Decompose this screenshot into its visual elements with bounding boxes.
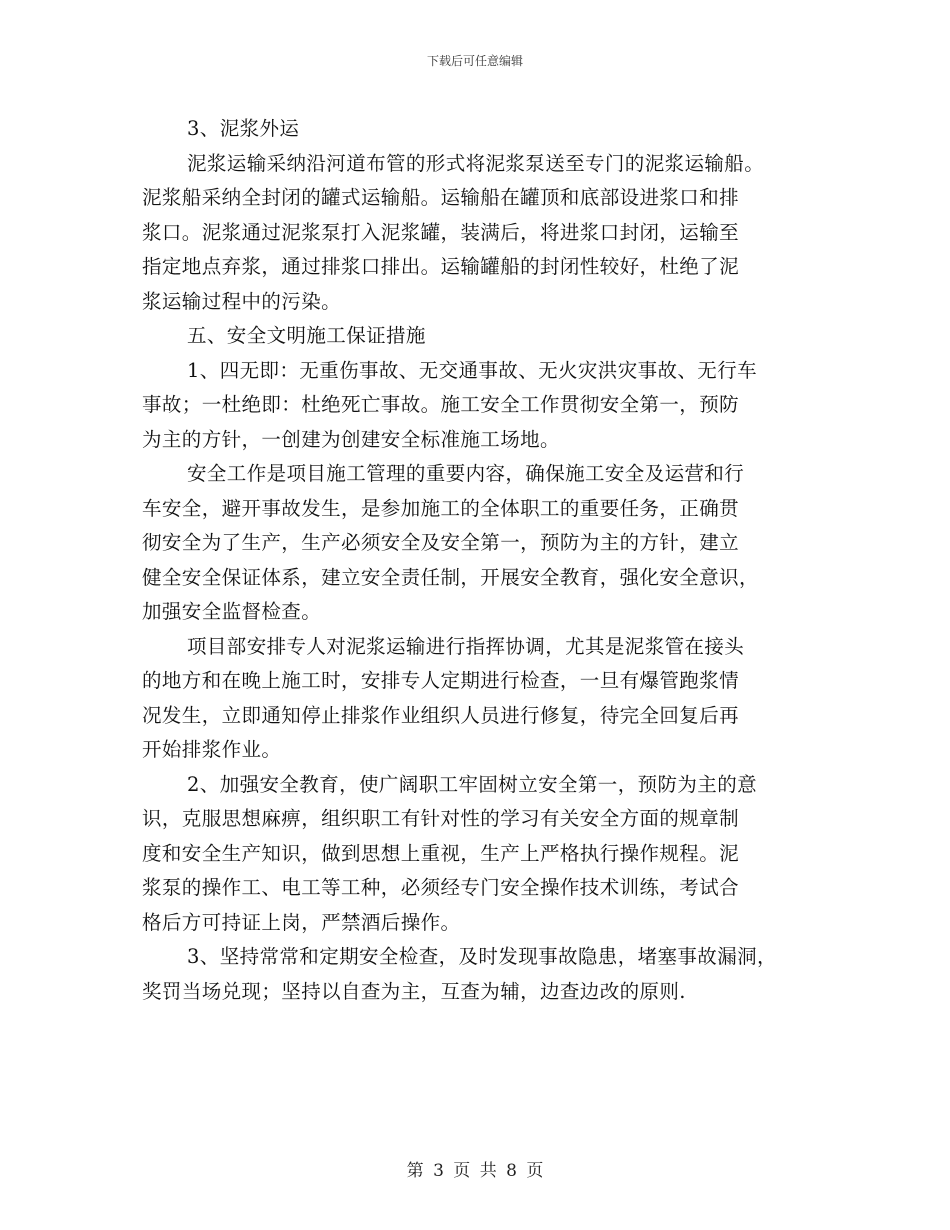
text-line: 1、四无即：无重伤事故、无交通事故、无火灾洪灾事故、无行车 [187,358,758,382]
text-line: 彻安全为了生产，生产必须安全及安全第一，预防为主的方针，建立 [142,531,740,554]
text-line: 的地方和在晚上施工时，安排专人定期进行检查，一旦有爆管跑浆情 [142,669,740,692]
text-line: 2、加强安全教育，使广阔职工牢固树立安全第一，预防为主的意 [187,772,758,796]
text-line: 浆运输过程中的污染。 [142,289,342,313]
text-line: 五、安全文明施工保证措施 [187,324,426,347]
text-line: 3、泥浆外运 [187,117,300,140]
text-line: 奖罚当场兑现；坚持以自查为主，互查为辅，边查边改的原则. [142,979,686,1003]
text-line: 泥浆船采纳全封闭的罐式运输船。运输船在罐顶和底部设进浆口和排 [142,186,740,209]
text-line: 况发生，立即通知停止排浆作业组织人员进行修复，待完全回复后再 [142,703,740,727]
text-line: 指定地点弃浆，通过排浆口排出。运输罐船的封闭性较好，杜绝了泥 [142,255,740,278]
text-line: 事故；一杜绝即：杜绝死亡事故。施工安全工作贯彻安全第一，预防 [142,393,740,416]
text-line: 3、坚持常常和定期安全检查，及时发现事故隐患，堵塞事故漏洞， [187,945,777,968]
document-body [142,112,822,1009]
text-line: 浆口。泥浆通过泥浆泵打入泥浆罐，装满后，将进浆口封闭，运输至 [142,220,740,244]
text-line: 为主的方针，一创建为创建安全标准施工场地。 [142,427,560,451]
text-line: 度和安全生产知识，做到思想上重视，生产上严格执行操作规程。泥 [142,841,740,865]
text-line: 浆泵的操作工、电工等工种，必须经专门安全操作技术训练，考试合 [142,876,740,899]
text-line: 开始排浆作业。 [142,738,282,761]
text-line: 安全工作是项目施工管理的重要内容，确保施工安全及运营和行 [187,462,745,485]
text-line: 加强安全监督检查。 [142,600,322,623]
page-footer: 第 3 页 共 8 页 [406,1161,544,1181]
text-line: 车安全，避开事故发生，是参加施工的全体职工的重要任务，正确贯 [142,496,740,520]
text-line: 泥浆运输采纳沿河道布管的形式将泥浆泵送至专门的泥浆运输船。 [187,151,765,175]
text-line: 格后方可持证上岗，严禁酒后操作。 [142,910,461,934]
text-line: 识，克服思想麻痹，组织职工有针对性的学习有关安全方面的规章制 [142,807,740,830]
page-header: 下载后可任意编辑 [426,54,523,68]
text-line: 健全安全保证体系，建立安全责任制，开展安全教育，强化安全意识， [142,565,759,589]
text-line: 项目部安排专人对泥浆运输进行指挥协调，尤其是泥浆管在接头 [187,634,745,658]
